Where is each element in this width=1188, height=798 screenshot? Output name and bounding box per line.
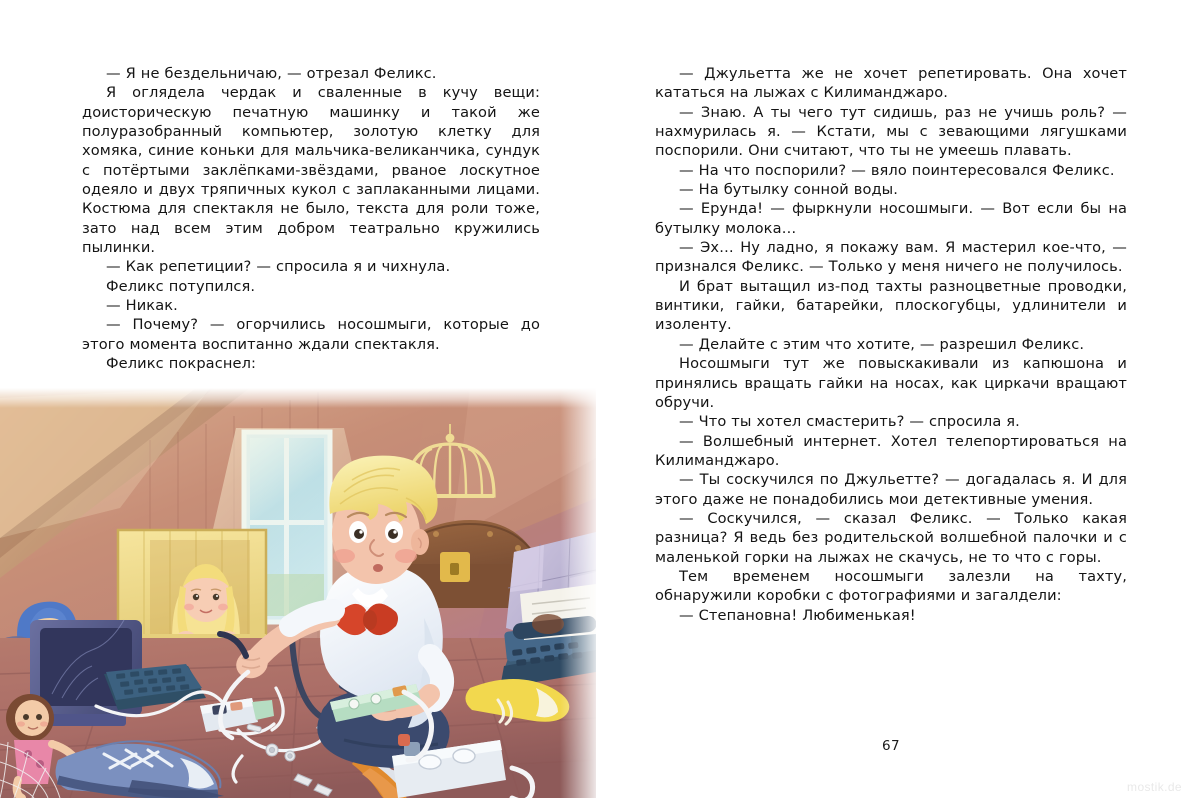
paragraph: — Знаю. А ты чего тут сидишь, раз не учишь роль? — нахмурилась я. — Кстати, мы с зевающими лягушками поспорили. Они считают, что ты не умеешь плавать. <box>655 103 1127 160</box>
paragraph: — Делайте с этим что хотите, — разрешил Феликс. <box>679 335 1085 353</box>
paragraph: — Ерунда! — фыркнули носошмыги. — Вот если бы на бутылку молока… <box>655 200 1127 237</box>
paragraph: Феликс покраснел: <box>106 355 257 373</box>
chapter-illustration <box>0 388 596 798</box>
paragraph: — Я не бездельничаю, — отрезал Феликс. <box>106 65 437 82</box>
paragraph: — Почему? — огорчились носошмыги, которые до этого момента воспитанно ждали спектакля. <box>82 316 540 353</box>
paragraph: И брат вытащил из-под тахты разноцветные проводки, винтики, гайки, батарейки, плоскогубцы, удлинители и изоленту. <box>655 277 1127 334</box>
paragraph: Я оглядела чердак и сваленные в кучу вещи: доисторическую печатную машинку и такой же полуразобранный компьютер, золотую клетку для хомяка, синие коньки для мальчика-великанчика, сундук с потёртыми заклёпками-звёздами, рваное лоскутное одеяло и двух тряпичных кукол с заплаканными лицами. Костюма для спектакля не было, текста для роли тоже, зато над всем этим добром театрально кружились пылинки. <box>82 84 540 257</box>
paragraph: Феликс потупился. <box>106 277 256 295</box>
paragraph: — Джульетта же не хочет репетировать. Она хочет кататься на лыжах с Килиманджаро. <box>655 65 1127 102</box>
paragraph: — На что поспорили? — вяло поинтересовался Феликс. <box>679 161 1115 179</box>
paragraph: — Что ты хотел смастерить? — спросила я. <box>679 413 1020 431</box>
paragraph: — На бутылку сонной воды. <box>679 181 899 199</box>
paragraph: — Степановна! Любименькая! <box>679 606 916 624</box>
paragraph: — Волшебный интернет. Хотел телепортироваться на Килиманджаро. <box>655 432 1127 469</box>
paragraph: — Как репетиции? — спросила я и чихнула. <box>106 258 451 276</box>
watermark: mostik.de <box>1127 780 1182 794</box>
left-text-column <box>82 64 540 374</box>
paragraph: — Соскучился, — сказал Феликс. — Только какая разница? Я ведь без родительской волшебной палочки и с маленькой горки на лыжах не скачусь, не то что с горы. <box>655 509 1127 566</box>
paragraph: — Ты соскучился по Джульетте? — догадалась я. И для этого даже не понадобились мои детективные умения. <box>655 471 1127 508</box>
paragraph: Носошмыги тут же повыскакивали из капюшона и принялись вращать гайки на носах, как циркачи вращают обручи. <box>655 355 1127 411</box>
page-number: 67 <box>882 738 900 754</box>
paragraph: Тем временем носошмыги залезли на тахту, обнаружили коробки с фотографиями и загалдели: <box>655 567 1127 605</box>
paragraph: — Никак. <box>106 297 178 315</box>
paragraph: — Эх… Ну ладно, я покажу вам. Я мастерил кое-что, — признался Феликс. — Только у меня ничего не получилось. <box>655 239 1127 276</box>
right-text-column <box>655 64 1127 625</box>
